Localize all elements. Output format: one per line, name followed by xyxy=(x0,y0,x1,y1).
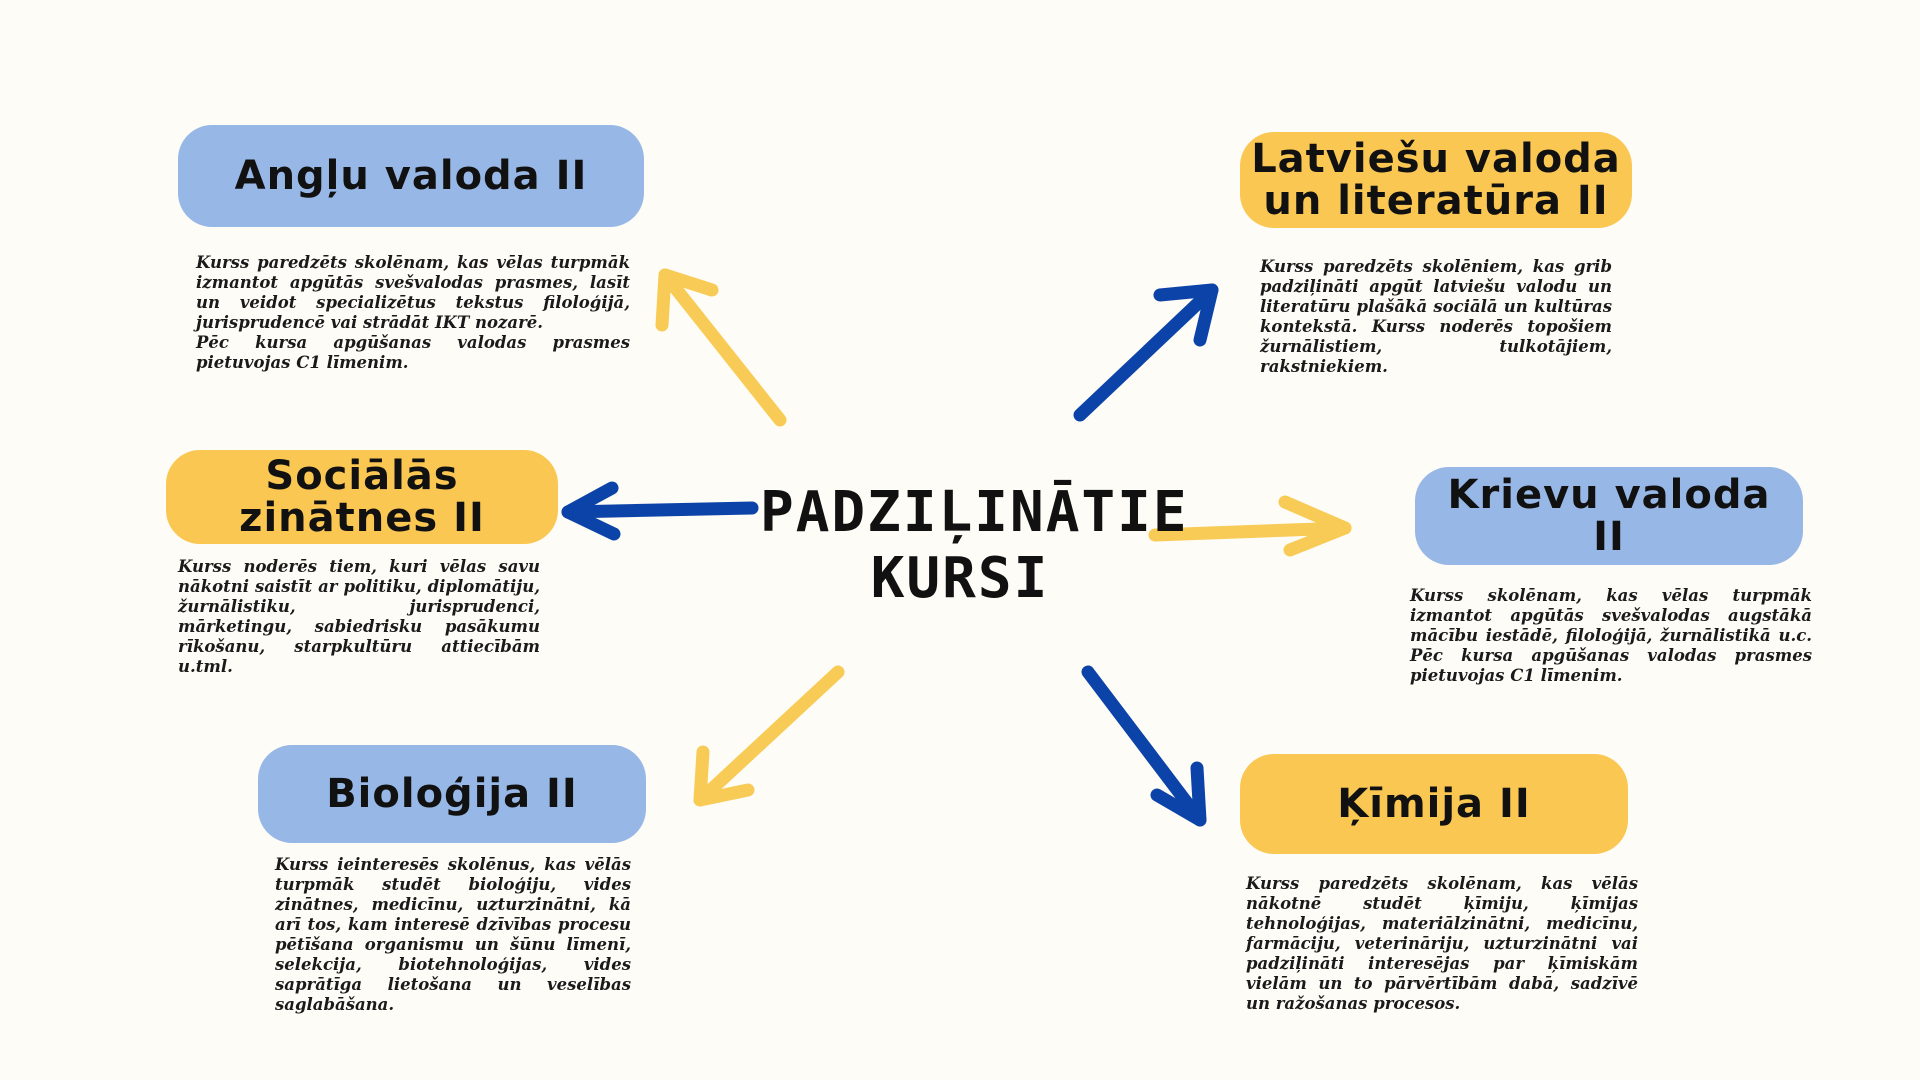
course-description-biology: Kurss ieinteresēs skolēnus, kas vēlās turpmāk studēt bioloģiju, vides zinātnes, medicīnu, uzturzinātni, kā arī tos, kam interesē dzīvības procesu pētīšana organismu un šūnu līmenī, selekcija, biotehnoloģijas, vides saprātīga lietošana un veselības saglabāšana. xyxy=(275,855,631,1014)
course-description-latvian: Kurss paredzēts skolēniem, kas grib padziļināti apgūt latviešu valodu un literatūru plašākā sociālā un kultūras kontekstā. Kurss noderēs topošiem žurnālistiem, tulkotājiem, rakstniekiem. xyxy=(1260,257,1612,376)
course-description-russian: Kurss skolēnam, kas vēlas turpmāk izmantot apgūtās svešvalodas augstākā mācību iestādē, filoloģijā, žurnālistikā u.c. Pēc kursa apgūšanas valodas prasmes pietuvojas C1 līmenim. xyxy=(1410,586,1812,685)
course-title-english: Angļu valoda II xyxy=(178,125,644,227)
arrow-to-chemistry xyxy=(1088,672,1200,820)
course-title-social: Sociālās zinātnes II xyxy=(166,450,558,544)
course-title-latvian: Latviešu valoda un literatūra II xyxy=(1240,132,1632,228)
arrow-to-social xyxy=(568,488,752,534)
course-description-english: Kurss paredzēts skolēnam, kas vēlas turpmāk izmantot apgūtās svešvalodas prasmes, lasīt un veidot specializētus tekstus filoloģijā, jurisprudencē vai strādāt IKT nozarē. Pēc kursa apgūšanas valodas prasmes pietuvojas C1 līmenim. xyxy=(196,253,630,372)
course-description-chemistry: Kurss paredzēts skolēnam, kas vēlās nākotnē studēt ķīmiju, ķīmijas tehnoloģijas, materiālzinātni, medicīnu, farmāciju, veterināriju, uzturzinātni vai padziļināti interesējas par ķīmiskām vielām un to pārvērtībām dabā, sadzīvē un ražošanas procesos. xyxy=(1246,874,1638,1013)
arrow-to-english xyxy=(662,275,780,420)
arrow-to-biology xyxy=(700,672,838,800)
arrow-to-latvian xyxy=(1080,290,1212,415)
center-title: PADZIĻINĀTIE KURSI xyxy=(760,480,1189,611)
course-title-russian: Krievu valoda II xyxy=(1415,467,1803,565)
course-title-biology: Bioloģija II xyxy=(258,745,646,843)
course-title-chemistry: Ķīmija II xyxy=(1240,754,1628,854)
course-description-social: Kurss noderēs tiem, kuri vēlas savu nākotni saistīt ar politiku, diplomātiju, žurnālistiku, jurisprudenci, mārketingu, sabiedrisku pasākumu rīkošanu, starpkultūru attiecībām u.tml. xyxy=(178,557,540,676)
